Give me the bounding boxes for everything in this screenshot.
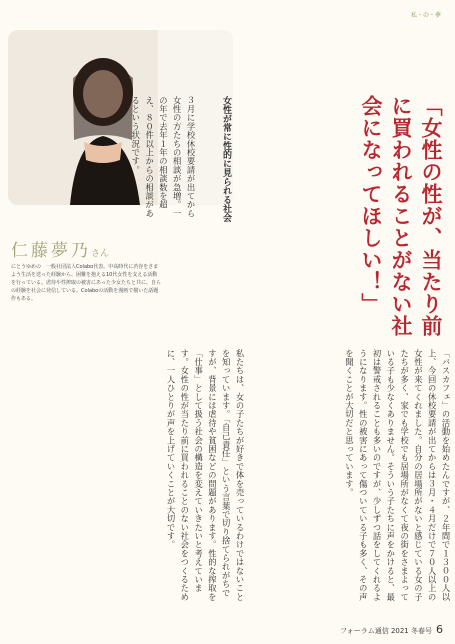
person-honorific: さん (91, 249, 110, 259)
person-name-block (11, 236, 109, 261)
publication-name: フォーラム通信 2021 冬春号 (340, 627, 432, 635)
page-footer (340, 623, 443, 636)
person-bio: にとうゆめの 一般社団法人Colabo代表。中高時代に渋谷をさまよう生活を送った経験から、困難を抱える10代女性を支える活動を行っている。虐待や性搾取の被害にあった少女たちと共に、自らの経験を社会に発信している。Colaboの活動を漫画で描いた話題作もある。 (11, 264, 161, 302)
person-name: 仁藤夢乃 (11, 241, 91, 261)
headline: 「女性の性が、当たり前に買われることがない社会になってほしい！」 (359, 95, 444, 337)
body-text-column-b: 「バスカフェ」の活動を始めたんですが、２年間で１３００人以上、今回の休校要請が出てからは３月・４月だけで７０人以上の女性が来てくれました。自分の居場所がないと感じている女の子たちが多く、家でも学校でも居場所がなくて夜の街をさまよっている子も少なくありません。そういう子たちに声をかけると、最初は警戒されることも多いのですが、少しずつ話をしてくれるようになります。性の被害にあって傷ついている子も多く、その声を聞くことが大切だと思っています。 (344, 349, 451, 602)
body-text-column-c: 私たちは、女の子たちが好きで体を売っているわけではないことを知っています。「自己責任」という言葉で切り捨てられがちですが、背景には虐待や貧困などの問題があります。性的な搾取を「仕事」として扱う社会の構造を変えていきたいと考えています。女性の性が当たり前に買われることのない社会をつくるために、一人ひとりが声を上げていくことが大切です。 (166, 349, 245, 602)
body-text-column-a: ３月に学校休校要請が出てから女性の方たちの相談が急増。一の年で去年１年の相談数を超え、８０件以上からの相談があるという状況です。 (130, 96, 196, 218)
page-number: 6 (436, 623, 443, 636)
section-tag: 私・の・夢 (410, 12, 441, 19)
subheading: 女性が常に性的に見られる社会 (221, 96, 231, 222)
